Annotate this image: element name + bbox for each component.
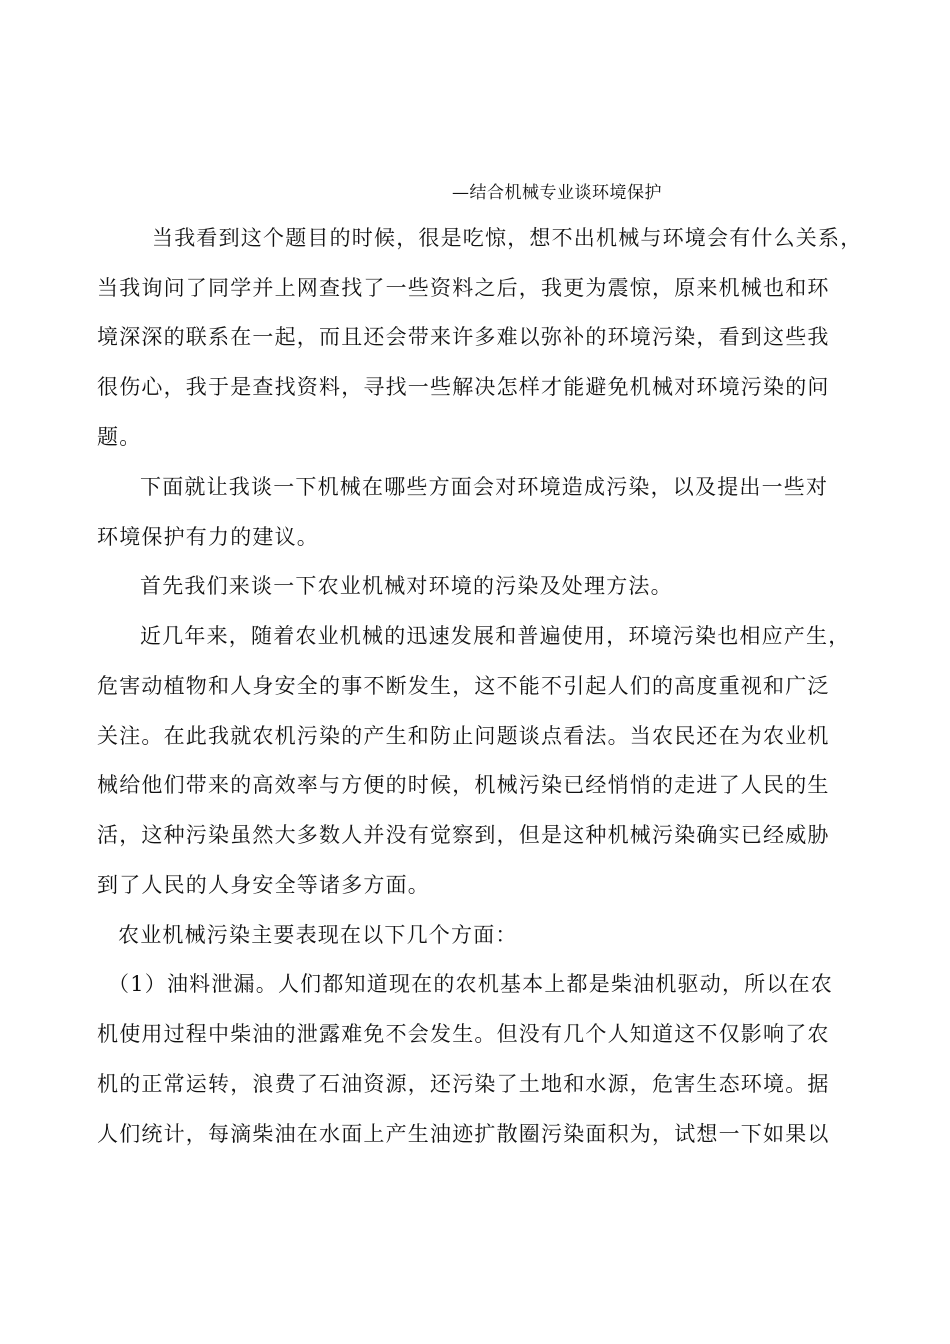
paragraph-line: 到了人民的人身安全等诸多方面。	[97, 873, 430, 897]
document-subtitle: —结合机械专业谈环境保护	[452, 183, 662, 203]
paragraph-line: 当我询问了同学并上网查找了一些资料之后，我更为震惊，原来机械也和环	[97, 276, 830, 300]
paragraph-line: 人们统计，每滴柴油在水面上产生油迹扩散圈污染面积为，试想一下如果以	[97, 1122, 830, 1146]
paragraph-line: 危害动植物和人身安全的事不断发生，这不能不引起人们的高度重视和广泛	[97, 674, 830, 698]
paragraph-line: 题。	[97, 425, 142, 449]
paragraph-line: 首先我们来谈一下农业机械对环境的污染及处理方法。	[140, 574, 673, 598]
paragraph-line: 活，这种污染虽然大多数人并没有觉察到，但是这种机械污染确实已经威胁	[97, 823, 830, 847]
paragraph-line: 关注。在此我就农机污染的产生和防止问题谈点看法。当农民还在为农业机	[97, 724, 830, 748]
paragraph-line: 机的正常运转，浪费了石油资源，还污染了土地和水源，危害生态环境。据	[97, 1072, 830, 1096]
paragraph-line: 当我看到这个题目的时候，很是吃惊，想不出机械与环境会有什么关系，	[152, 226, 863, 250]
paragraph-line: 境深深的联系在一起，而且还会带来许多难以弥补的环境污染，看到这些我	[97, 325, 830, 349]
paragraph-line: 很伤心，我于是查找资料，寻找一些解决怎样才能避免机械对环境污染的问	[97, 375, 830, 399]
paragraph-line: 机使用过程中柴油的泄露难免不会发生。但没有几个人知道这不仅影响了农	[97, 1022, 830, 1046]
paragraph-line: 械给他们带来的高效率与方便的时候，机械污染已经悄悄的走进了人民的生	[97, 773, 830, 797]
paragraph-line: 下面就让我谈一下机械在哪些方面会对环境造成污染，以及提出一些对	[140, 475, 829, 499]
paragraph-line: 农业机械污染主要表现在以下几个方面：	[118, 923, 518, 947]
paragraph-line: 近几年来，随着农业机械的迅速发展和普遍使用，环境污染也相应产生，	[140, 624, 851, 648]
paragraph-line: 环境保护有力的建议。	[97, 525, 319, 549]
paragraph-line: （1）油料泄漏。人们都知道现在的农机基本上都是柴油机驱动，所以在农	[108, 972, 833, 996]
